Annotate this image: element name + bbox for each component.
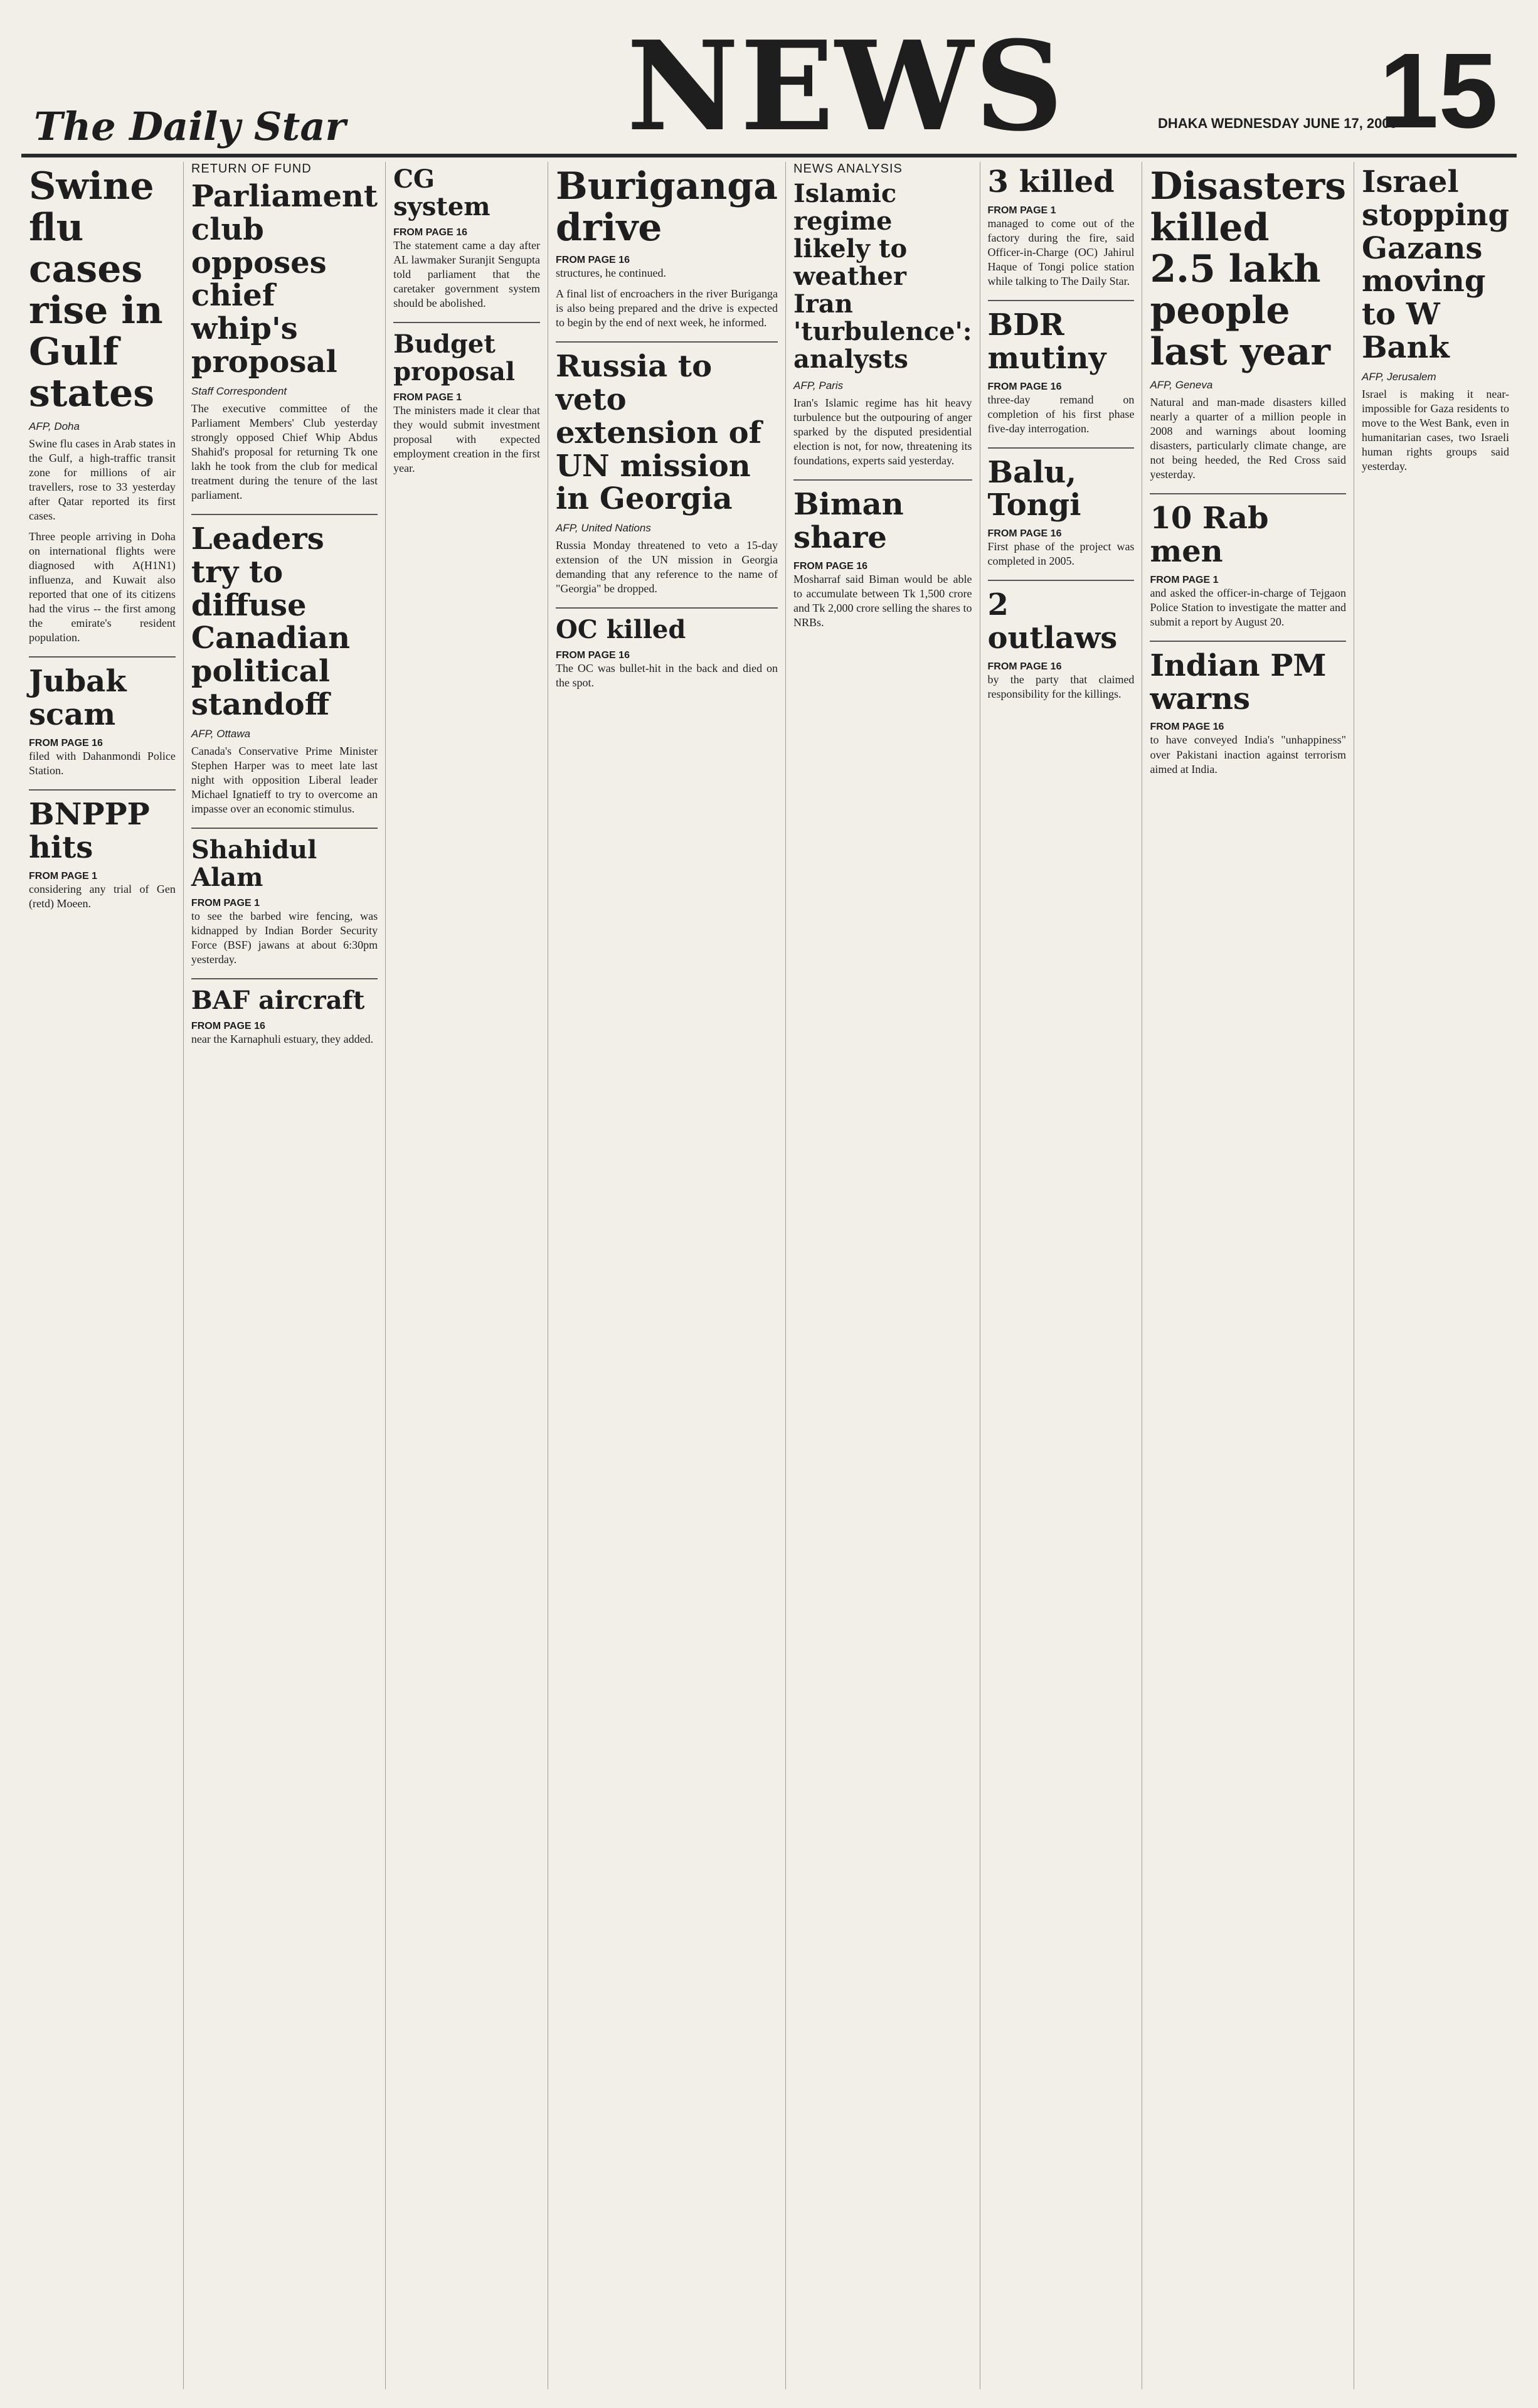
story-body: [556, 661, 778, 690]
paragraph: First phase of the project was completed in 2005.: [987, 540, 1135, 568]
source-label: FROM PAGE 16: [987, 381, 1062, 392]
divider: [1150, 641, 1346, 642]
byline: AFP, Paris: [793, 380, 844, 392]
story-swine-flu: [29, 166, 176, 645]
paragraph: Israel is making it near-impossible for Gaza residents to move to the West Bank, even in humanitarian cases, two Israeli human rights groups said yesterday.: [1361, 387, 1510, 472]
byline: AFP, Doha: [29, 420, 80, 432]
headline: OC killed: [556, 615, 686, 645]
dateline: DHAKA WEDNESDAY JUNE 17, 2009: [1158, 115, 1397, 131]
story-body: [988, 540, 1135, 568]
story-body: [191, 402, 378, 503]
columns: [21, 162, 1517, 2389]
source-label: FROM PAGE 16: [393, 227, 468, 238]
source-label: FROM PAGE 1: [987, 205, 1056, 216]
divider: [793, 479, 972, 481]
headline: 10 Rab men: [1150, 501, 1269, 569]
story-balu-tongi: [988, 456, 1135, 569]
divider: [191, 978, 378, 979]
divider: [191, 828, 378, 829]
story-body: [988, 393, 1135, 436]
paragraph: filed with Dahanmondi Police Station.: [29, 750, 176, 777]
column-6: [980, 162, 1143, 2389]
byline: AFP, United Nations: [556, 522, 651, 535]
paragraph: and asked the officer-in-charge of Tejgaon Police Station to investigate the matter and submit a report by August 20.: [1150, 586, 1346, 628]
column-5: [786, 162, 980, 2389]
paragraph: three-day remand on completion of his first phase five-day interrogation.: [987, 393, 1135, 435]
headline: 3 killed: [987, 164, 1115, 200]
story-islamic-regime: [793, 162, 972, 468]
story-shahidul: [191, 836, 378, 967]
byline: AFP, Ottawa: [191, 727, 251, 740]
story-body: [1150, 395, 1346, 482]
paragraph: managed to come out of the factory during the fire, said Officer-in-Charge (OC) Jahirul Haque of Tongi police station while talking to The Daily Star.: [987, 216, 1135, 287]
paragraph: The executive committee of the Parliament Members' Club yesterday strongly opposed Chief Whip Abdus Shahid's proposal for returning Tk one lakh he took from the club for medical treatment during the tenure of the last parliament.: [191, 402, 378, 501]
byline: Staff Correspondent: [191, 385, 287, 397]
divider: [1150, 493, 1346, 494]
page-number: 15: [1379, 31, 1498, 151]
headline: Shahidul Alam: [191, 834, 317, 892]
headline: Biman share: [793, 487, 904, 555]
story-body: [793, 572, 972, 630]
paragraph: structures, he continued.: [556, 267, 666, 279]
story-budget: [393, 331, 540, 476]
source-label: FROM PAGE 16: [29, 738, 103, 749]
divider: [988, 580, 1135, 581]
story-disasters: [1150, 166, 1346, 482]
source-label: FROM PAGE 16: [556, 650, 630, 661]
source-label: FROM PAGE 1: [191, 897, 260, 908]
byline: AFP, Jerusalem: [1361, 370, 1436, 383]
story-body: [793, 396, 972, 468]
story-body: [988, 216, 1135, 289]
source-label: FROM PAGE 16: [793, 560, 867, 572]
headline: Leaders try to diffuse Canadian political standoff: [191, 521, 351, 722]
story-ten-rab-men: [1150, 502, 1346, 629]
headline: Jubak scam: [29, 664, 127, 733]
divider: [393, 322, 540, 323]
kicker: NEWS ANALYSIS: [793, 162, 903, 176]
divider: [29, 656, 176, 658]
newspaper-logo: The Daily Star: [34, 104, 346, 149]
story-baf: [191, 987, 378, 1047]
headline: BDR mutiny: [987, 307, 1106, 376]
paragraph: Russia Monday threatened to veto a 15-day extension of the UN mission in Georgia demanding that any reference to the name of "Georgia" be dropped.: [556, 539, 778, 595]
story-jubak: [29, 665, 176, 778]
paragraph: by the party that claimed responsibility for the killings.: [987, 673, 1135, 700]
column-3: [386, 162, 548, 2389]
story-body: [191, 744, 378, 816]
story-biman: [793, 488, 972, 630]
story-body: [556, 538, 778, 596]
divider: [988, 447, 1135, 449]
source-label: FROM PAGE 16: [987, 528, 1062, 540]
kicker: RETURN OF FUND: [191, 162, 312, 176]
story-leaders: [191, 523, 378, 816]
story-body: [393, 238, 540, 311]
column-4: [548, 162, 786, 2389]
paragraph: The OC was bullet-hit in the back and died on the spot.: [556, 662, 778, 690]
story-bnppp: [29, 798, 176, 911]
headline: 2 outlaws: [987, 587, 1118, 656]
story-cg-system: [393, 166, 540, 311]
paragraph: The statement came a day after AL lawmaker Suranjit Sengupta told parliament that the caretaker government system should be abolished.: [393, 239, 541, 310]
masthead: [21, 0, 1517, 157]
paragraph: Iran's Islamic regime has hit heavy turbulence but the outpouring of anger sparked by the disputed presidential election is not, for now, threatening its foundations, experts said yesterday.: [793, 397, 972, 467]
column-2: [184, 162, 386, 2389]
paragraph: considering any trial of Gen (retd) Moeen.: [29, 882, 176, 910]
headline: Israel stopping Gazans moving to W Bank: [1361, 164, 1510, 365]
paragraph: Three people arriving in Doha on international flights were diagnosed with A(H1N1) influenza, and Kuwait also reported that one of its citizens had the virus -- the first among the emirate's resident population.: [29, 530, 176, 644]
paragraph: near the Karnaphuli estuary, they added.: [191, 1033, 374, 1046]
story-body: [29, 437, 176, 645]
story-russia: [556, 350, 778, 596]
paragraph: Natural and man-made disasters killed nearly a quarter of a million people in 2008 and warnings about looming disasters, particularly climate change, are not being heeded, the Red Cross said yesterday.: [1150, 396, 1346, 481]
story-body: [1150, 586, 1346, 629]
paragraph: Mosharraf said Biman would be able to accumulate between Tk 1,500 crore and Tk 2,000 crore selling the shares to NRBs.: [793, 572, 972, 629]
headline: Buriganga drive: [556, 164, 778, 250]
paragraph: to have conveyed India's "unhappiness" over Pakistani inaction against terrorism aimed at India.: [1150, 733, 1346, 775]
divider: [191, 514, 378, 515]
headline: Islamic regime likely to weather Iran 'turbulence': analysts: [793, 179, 972, 374]
source-label: FROM PAGE 16: [191, 1021, 265, 1032]
source-label: FROM PAGE 16: [1150, 722, 1224, 733]
story-buriganga: [556, 166, 778, 330]
story-body: [988, 673, 1135, 701]
headline: Indian PM warns: [1150, 647, 1327, 717]
story-body: [29, 882, 176, 911]
story-parliament: [191, 162, 378, 503]
headline: Disasters killed 2.5 lakh people last year: [1150, 164, 1346, 374]
story-oc-killed: [556, 616, 778, 690]
divider: [29, 789, 176, 791]
story-bdr-mutiny: [988, 309, 1135, 436]
story-body: [29, 749, 176, 778]
story-body: [556, 266, 778, 330]
column-1: [21, 162, 184, 2389]
source-label: FROM PAGE 1: [1150, 574, 1219, 585]
headline: Swine flu cases rise in Gulf states: [29, 164, 163, 415]
section-title: NEWS: [627, 14, 1065, 159]
story-indian-pm: [1150, 649, 1346, 777]
story-body: [1150, 733, 1346, 776]
divider: [988, 300, 1135, 301]
headline: Parliament club opposes chief whip's proposal: [191, 179, 378, 380]
byline: AFP, Geneva: [1150, 379, 1213, 391]
source-label: FROM PAGE 1: [29, 870, 98, 882]
paragraph: to see the barbed wire fencing, was kidnapped by Indian Border Security Force (BSF) jawans at about 6:30pm yesterday.: [191, 909, 378, 966]
paragraph: Canada's Conservative Prime Minister Stephen Harper was to meet late last night with opposition Liberal leader Michael Ignatieff to try to overcome an impasse over an economic stimulus.: [191, 744, 378, 815]
story-body: [191, 1032, 378, 1047]
story-body: [1362, 387, 1509, 474]
headline: Balu, Tongi: [987, 454, 1081, 523]
headline: CG system: [393, 164, 491, 221]
headline: BAF aircraft: [191, 986, 365, 1016]
story-two-outlaws: [988, 589, 1135, 701]
divider: [556, 341, 778, 343]
paragraph: Swine flu cases in Arab states in the Gulf, a high-traffic transit zone for millions of air travellers, rose to 33 yesterday after Qatar reported its first cases.: [29, 437, 176, 523]
story-three-killed: [988, 166, 1135, 289]
story-israel: [1362, 166, 1509, 474]
paragraph: The ministers made it clear that they would submit investment proposal with expected employment creation in the first year.: [393, 404, 541, 475]
column-8: [1354, 162, 1517, 2389]
source-label: FROM PAGE 16: [987, 661, 1062, 672]
column-7: [1142, 162, 1354, 2389]
headline: Budget proposal: [393, 329, 516, 387]
divider: [556, 607, 778, 609]
headline: BNPPP hits: [29, 797, 150, 865]
story-body: [191, 909, 378, 967]
paragraph: A final list of encroachers in the river Buriganga is also being prepared and the drive is expected to begin by the end of next week, he informed.: [556, 287, 778, 329]
source-label: FROM PAGE 16: [556, 255, 630, 265]
story-body: [393, 403, 540, 476]
source-label: FROM PAGE 1: [393, 392, 462, 403]
headline: Russia to veto extension of UN mission in Georgia: [556, 349, 762, 517]
